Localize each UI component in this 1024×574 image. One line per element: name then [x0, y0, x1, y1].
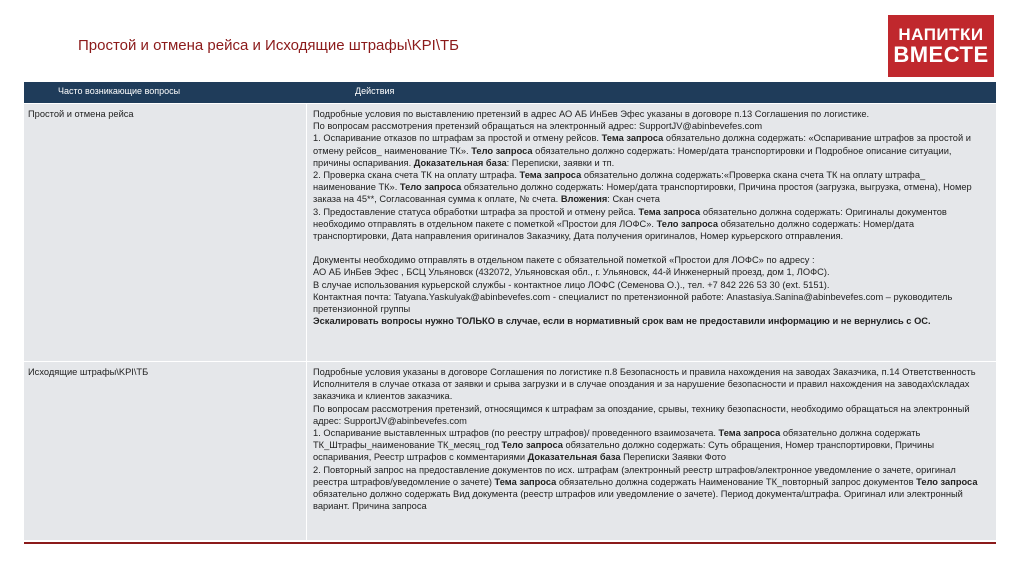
logo-line-2: ВМЕСТЕ	[893, 42, 989, 68]
table-header	[24, 82, 996, 103]
column-divider	[306, 104, 307, 361]
text-paragraph: 3. Предоставление статуса обработки штрафа за простой и отмену рейса. Тема запроса обязательно должна содержать: Оригиналы документов необходимо отправлять в отдельном пакете с пометкой «Простои для ЛОФС». Тело запроса обязательно должно содержать: Номер/дата транспортировки, Дата направления оригиналов Заказчику, Дата получения оригиналов, Номер курьерского отправления.	[313, 206, 947, 242]
row-question: Простой и отмена рейса	[28, 109, 134, 119]
text-paragraph: По вопросам рассмотрения претензий, относящимся к штрафам за опоздание, срывы, технику безопасности, необходимо обращаться на электронный адрес: SupportJV@abinbevefes.com	[313, 403, 970, 426]
row-actions	[313, 108, 978, 327]
text-paragraph: 1. Оспаривание выставленных штрафов (по реестру штрафов)/ проведенного взаимозачета. Тема запроса обязательно должна содержать ТК_Штрафы_наименование ТК_месяц_год Тело запроса обязательно должно содержать: Суть обращения, Номер транспортировки, Причины оспаривания, Реестр штрафов с комментариями Доказательная база Переписки Заявки Фото	[313, 428, 935, 463]
text-paragraph: 2. Повторный запрос на предоставление документов по исх. штрафам (электронный реестр штрафов/электронное уведомление о зачете, оригинал реестра штрафов/уведомление о зачете) Тема запроса обязательно должна содержать Наименование ТК_повторный запрос документов Тело запроса обязательно должно содержать Вид документа (реестр штрафов или уведомление о зачете). Период документа/штрафа. Оригинал или электронный вариант. Причина запроса	[313, 464, 978, 512]
header-questions: Часто возникающие вопросы	[58, 86, 181, 96]
text-line: По вопросам рассмотрения претензий обращаться на электронный адрес: SupportJV@abinbevefes.com	[313, 121, 763, 132]
text-paragraph: 2. Проверка скана счета ТК на оплату штрафа. Тема запроса обязательно должна содержать:«Проверка скана счета ТК на оплату штрафа_ наименование ТК». Тело запроса обязательно должно содержать: Номер/дата транспортировки, Причина простоя (загрузка, выгрузка, отмена), Номер заказа на 45**, Согласованная сумма к оплате, № счета. Вложения: Скан счета	[313, 170, 972, 205]
brand-logo	[888, 15, 994, 77]
header-actions: Действия	[355, 86, 395, 96]
page-title: Простой и отмена рейса и Исходящие штрафы\KPI\ТБ	[78, 37, 460, 54]
logo-line-1: НАПИТКИ	[898, 24, 984, 44]
text-paragraph: 1. Оспаривание отказов по штрафам за простой и отмену рейсов. Тема запроса обязательно должна содержать: «Оспаривание штрафов за простой и отмену рейсов_ наименование ТК». Тело запроса обязательно должно содержать: Номер/дата транспортировки и Подробное описание ситуации, причины оспаривания. Доказательная база: Переписки, заявки и тп.	[313, 133, 971, 168]
table-row	[24, 362, 996, 540]
text-line: В случае использования курьерской службы - контактное лицо ЛОФС (Семенова О.)., тел. +7 842 226 53 30 (ext. 5151).	[313, 279, 830, 290]
footer-divider	[24, 542, 996, 544]
text-paragraph: Подробные условия указаны в договоре Соглашения по логистике п.8 Безопасность и правила нахождения на заводах Заказчика, п.14 Ответственность Исполнителя в случае отказа от заявки и срыва загрузки и в случае опоздания и за нарушение безопасности и правил нахождения на заводах\складах заказчика и клиентов заказчика.	[313, 367, 976, 402]
text-line: Подробные условия по выставлению претензий в адрес АО АБ ИнБев Эфес указаны в договоре п.13 Соглашения по логистике.	[313, 109, 870, 119]
row-question: Исходящие штрафы\KPI\ТБ	[28, 367, 149, 377]
row-actions	[313, 366, 978, 512]
text-line: Документы необходимо отправлять в отдельном пакете с обязательной пометкой «Простои для ЛОФС» по адресу :	[313, 255, 815, 266]
text-line: АО АБ ИнБев Эфес , БСЦ Ульяновск (432072, Ульяновская обл., г. Ульяновск, 44-й Инженерный проезд, дом 1, ЛОФС).	[313, 267, 830, 278]
column-divider	[306, 362, 307, 540]
table-row	[24, 104, 996, 361]
escalation-note: Эскалировать вопросы нужно ТОЛЬКО в случае, если в нормативный срок вам не предоставили информацию и не вернулись с ОС.	[313, 316, 931, 327]
text-line: Контактная почта: Tatyana.Yaskulyak@abinbevefes.com - специалист по претензионной работе: Anastasiya.Sanina@abinbevefes.com – руководитель претензионной группы	[313, 291, 953, 315]
